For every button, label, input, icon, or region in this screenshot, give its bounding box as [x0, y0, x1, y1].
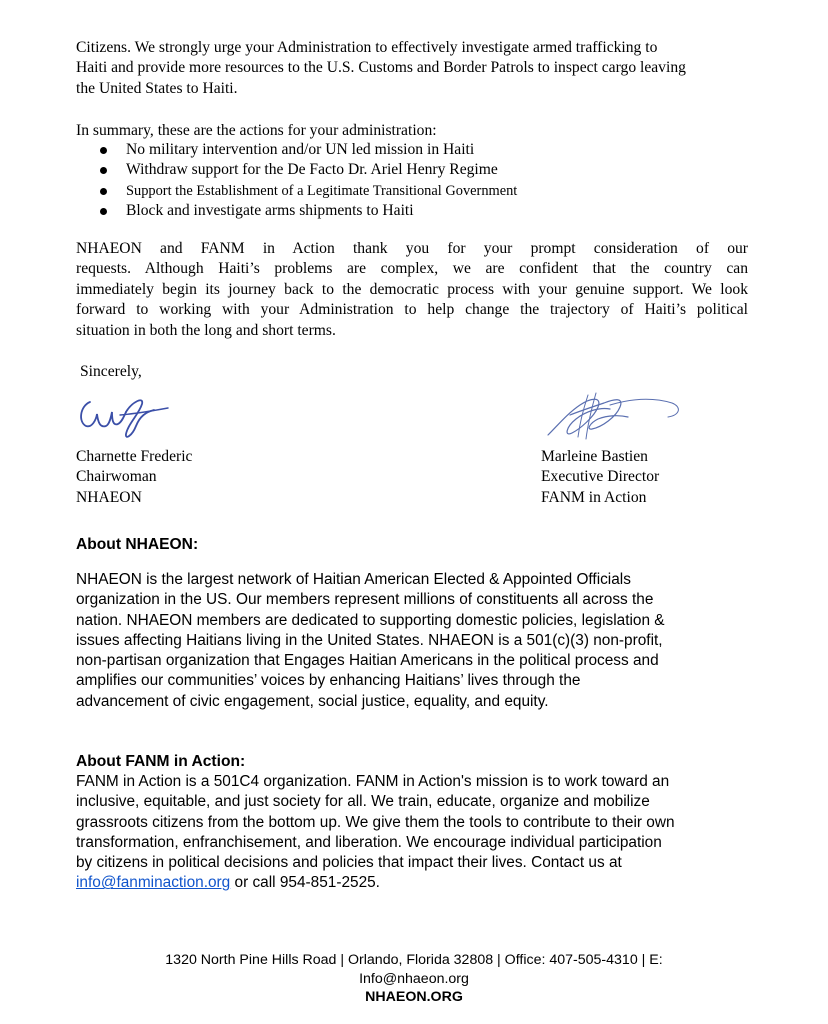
about-line: NHAEON is the largest network of Haitian American Elected & Appointed Officials [76, 571, 631, 588]
signer-org: FANM in Action [541, 488, 647, 506]
thanks-line: NHAEON and FANM in Action thank you for your prompt consideration of our [76, 240, 748, 257]
intro-line: Citizens. We strongly urge your Administration to effectively investigate armed trafficking to [76, 39, 658, 56]
section-heading-nhaeon: About NHAEON: [76, 536, 199, 553]
about-line: transformation, enfranchisement, and liberation. We encourage individual participation [76, 833, 662, 851]
email-link[interactable]: info@fanminaction.org [76, 874, 231, 892]
section-heading-fanm: About FANM in Action: [76, 753, 246, 770]
intro-line: the United States to Haiti. [76, 79, 238, 97]
signer-left [76, 447, 192, 508]
about-line: by citizens in political decisions and policies that impact their lives. Contact us at [76, 854, 622, 872]
action-text: Support the Establishment of a Legitimate Transitional Government [126, 182, 518, 199]
about-line: FANM in Action is a 501C4 organization. FANM in Action's mission is to work toward an [76, 773, 670, 790]
bullet-icon [100, 147, 107, 154]
bullet-icon [100, 188, 107, 195]
about-line [76, 873, 766, 893]
footer-email: Info@nhaeon.org [359, 970, 469, 987]
about-fanm-paragraph [76, 772, 766, 894]
list-item [76, 140, 748, 160]
footer-website: NHAEON.ORG [365, 989, 463, 1005]
action-list [76, 140, 748, 221]
action-text: Block and investigate arms shipments to Haiti [126, 201, 414, 219]
about-line: amplifies our communities’ voices by enhancing Haitians’ lives through the [76, 672, 581, 690]
about-line: grassroots citizens from the bottom up. We give them the tools to contribute to their own [76, 813, 675, 831]
list-item [76, 181, 748, 201]
summary-lead: In summary, these are the actions for your administration: [76, 122, 437, 139]
signer-name: Marleine Bastien [541, 448, 648, 465]
about-line: organization in the US. Our members represent millions of constituents all across the [76, 591, 654, 609]
signer-title: Chairwoman [76, 468, 157, 486]
closing: Sincerely, [80, 363, 142, 380]
bullet-icon [100, 167, 107, 174]
about-line: nation. NHAEON members are dedicated to supporting domestic policies, legislation & [76, 611, 665, 629]
about-line: inclusive, equitable, and just society for all. We train, educate, organize and mobilize [76, 793, 650, 811]
footer-address: 1320 North Pine Hills Road | Orlando, Florida 32808 | Office: 407-505-4310 | E: [165, 952, 663, 968]
about-line: advancement of civic engagement, social justice, equality, and equity. [76, 692, 549, 710]
signature-right-image [540, 385, 690, 447]
intro-line: Haiti and provide more resources to the U.S. Customs and Border Patrols to inspect cargo leaving [76, 59, 686, 77]
bullet-icon [100, 208, 107, 215]
signer-name: Charnette Frederic [76, 448, 193, 465]
contact-phone-text: or call 954-851-2525. [230, 874, 380, 892]
thanks-line: requests. Although Haiti’s problems are complex, we are confident that the country can [76, 260, 748, 278]
about-line: issues affecting Haitians living in the United States. NHAEON is a 501(c)(3) non-profit, [76, 631, 663, 649]
signer-org: NHAEON [76, 488, 142, 506]
thanks-line: situation in both the long and short terms. [76, 321, 336, 339]
signer-title: Executive Director [541, 468, 660, 486]
list-item [76, 160, 748, 180]
footer [0, 951, 828, 1007]
signature-left-image [76, 388, 186, 444]
action-text: No military intervention and/or UN led mission in Haiti [126, 141, 475, 158]
thanks-line: immediately begin its journey back to the democratic process with your genuine support. We look [76, 280, 748, 298]
about-line: non-partisan organization that Engages Haitian Americans in the political process and [76, 652, 659, 670]
about-nhaeon-paragraph [76, 570, 756, 712]
thanks-line: forward to working with your Administration to help change the trajectory of Haiti’s political [76, 301, 748, 319]
intro-paragraph [76, 38, 748, 99]
list-item [76, 201, 748, 221]
thanks-paragraph [76, 239, 748, 341]
action-text: Withdraw support for the De Facto Dr. Ariel Henry Regime [126, 161, 498, 179]
signer-right [541, 447, 659, 508]
